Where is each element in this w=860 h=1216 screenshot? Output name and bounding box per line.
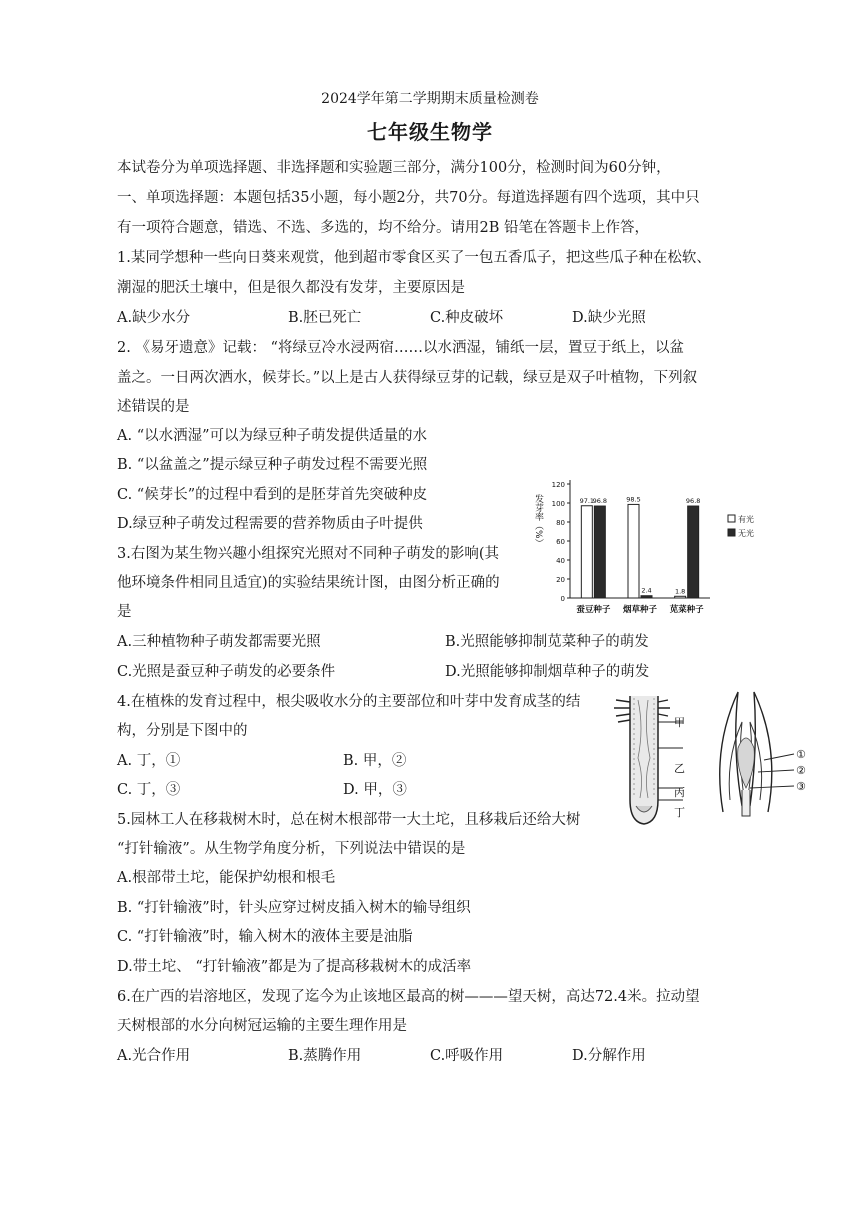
chart-y-tick-label: 0	[560, 595, 565, 603]
chart-y-tick-label: 100	[551, 500, 565, 508]
chart-legend-label: 无光	[738, 529, 754, 538]
chart-legend-swatch	[728, 515, 735, 522]
q4-option-c: C. 丁，③	[117, 782, 181, 798]
q5-stem-line2: “打针输液”。从生物学角度分析，下列说法中错误的是	[117, 841, 466, 857]
chart-y-tick-label: 120	[551, 481, 565, 489]
chart-category-label: 蚕豆种子	[576, 605, 611, 615]
intro-text: 本试卷分为单项选择题、非选择题和实验题三部分，满分100分，检测时间为60分钟，	[117, 160, 671, 176]
q5-option-c: C. “打针输液”时，输入树木的液体主要是油脂	[117, 929, 413, 945]
q6-stem-line1: 6.在广西的岩溶地区，发现了迄今为止该地区最高的树———望天树，高达72.4米。拉动望	[117, 989, 700, 1005]
q2-option-c: C. “候芽长”的过程中看到的是胚芽首先突破种皮	[117, 487, 428, 503]
chart-data-label: 1.8	[674, 587, 686, 596]
q5-stem-line1: 5.园林工人在移栽树木时，总在树木根部带一大土坨，且移栽后还给大树	[117, 812, 581, 828]
section1-instructions-line1: 一、单项选择题：本题包括35小题，每小题2分，共70分。每道选择题有四个选项，其中只	[117, 190, 700, 206]
q4-option-b: B. 甲，②	[343, 753, 407, 769]
chart-legend-swatch	[728, 529, 735, 536]
q4-option-a: A. 丁，①	[117, 753, 181, 769]
chart-y-tick-label: 40	[556, 557, 565, 565]
chart-bar	[675, 596, 686, 598]
q4-option-d: D. 甲，③	[343, 782, 407, 798]
root-tip-drawing	[614, 696, 683, 824]
chart-legend-label: 有光	[738, 515, 754, 524]
section1-instructions-line2: 有一项符合题意，错选、不选、多选的，均不给分。请用2B 铅笔在答题卡上作答，	[117, 220, 649, 236]
chart-y-tick-label: 80	[556, 519, 565, 527]
chart-data-label: 98.5	[626, 495, 641, 504]
q6-option-d: D.分解作用	[572, 1048, 646, 1064]
q6-option-a: A.光合作用	[117, 1048, 191, 1064]
root-tip-and-leaf-bud-diagram	[608, 688, 818, 828]
q3-option-c: C.光照是蚕豆种子萌发的必要条件	[117, 664, 336, 680]
bud-label-3: ③	[796, 780, 806, 793]
germination-bar-chart	[528, 470, 768, 620]
leaf-bud-drawing	[720, 692, 794, 816]
chart-data-label: 96.8	[592, 497, 608, 506]
q2-stem-line1: 2. 《易牙遗意》记载： “将绿豆冷水浸两宿……以水洒湿，铺纸一层，置豆于纸上，以盆	[117, 340, 684, 356]
q5-option-a: A.根部带土坨，能保护幼根和根毛	[117, 870, 336, 886]
exam-title: 七年级生物学	[367, 120, 493, 144]
q3-option-b: B.光照能够抑制苋菜种子的萌发	[445, 634, 649, 650]
q1-option-a: A.缺少水分	[117, 310, 191, 326]
root-label-yi: 乙	[674, 762, 685, 775]
chart-data-label: 2.4	[641, 586, 652, 595]
q4-stem-line2: 构，分别是下图中的	[117, 723, 248, 739]
bud-label-1: ①	[796, 748, 806, 761]
q3-stem-line2: 他环境条件相同且适宜)的实验结果统计图，由图分析正确的	[117, 575, 500, 591]
root-label-jia: 甲	[674, 716, 685, 729]
q1-stem-line2: 潮湿的肥沃土壤中，但是很久都没有发芽，主要原因是	[117, 280, 465, 296]
bud-label-2: ②	[796, 764, 806, 777]
q5-option-b: B. “打针输液”时，针头应穿过树皮插入树木的输导组织	[117, 900, 471, 916]
chart-data-label: 97.1	[579, 496, 595, 505]
q5-option-d: D.带土坨、 “打针输液”都是为了提高移栽树木的成活率	[117, 959, 472, 975]
chart-bar	[581, 506, 592, 598]
chart-bar	[594, 506, 605, 598]
chart-data-label: 96.8	[685, 497, 701, 506]
q1-option-d: D.缺少光照	[572, 310, 646, 326]
q1-stem-line1: 1.某同学想种一些向日葵来观赏，他到超市零食区买了一包五香瓜子，把这些瓜子种在松软、	[117, 250, 711, 266]
q6-option-c: C.呼吸作用	[430, 1048, 504, 1064]
chart-bar	[688, 506, 699, 598]
q3-option-a: A.三种植物种子萌发都需要光照	[117, 634, 321, 650]
q1-option-b: B.胚已死亡	[288, 310, 362, 326]
chart-y-tick-label: 20	[556, 576, 565, 584]
chart-category-label: 苋菜种子	[669, 605, 704, 615]
q6-stem-line2: 天树根部的水分向树冠运输的主要生理作用是	[117, 1018, 407, 1034]
q2-option-b: B. “以盆盖之”提示绿豆种子萌发过程不需要光照	[117, 457, 428, 473]
q6-option-b: B.蒸腾作用	[288, 1048, 362, 1064]
q1-option-c: C.种皮破坏	[430, 310, 504, 326]
chart-bar	[641, 596, 652, 598]
q3-stem-line3: 是	[117, 604, 132, 620]
q3-option-d: D.光照能够抑制烟草种子的萌发	[445, 664, 650, 680]
q2-stem-line2: 盖之。一日两次洒水，候芽长。”以上是古人获得绿豆芽的记载，绿豆是双子叶植物，下列叙	[117, 370, 698, 386]
exam-subtitle: 2024学年第二学期期末质量检测卷	[321, 91, 539, 107]
q3-stem-line1: 3.右图为某生物兴趣小组探究光照对不同种子萌发的影响(其	[117, 546, 499, 562]
q2-option-a: A. “以水洒湿”可以为绿豆种子萌发提供适量的水	[117, 428, 428, 444]
q4-stem-line1: 4.在植株的发育过程中，根尖吸收水分的主要部位和叶芽中发育成茎的结	[117, 694, 581, 710]
chart-y-tick-label: 60	[556, 538, 565, 546]
chart-bar	[628, 504, 639, 598]
chart-category-label: 烟草种子	[622, 605, 658, 615]
root-label-bing: 丙	[674, 786, 685, 799]
chart-y-axis-label: 发芽率（%）	[533, 494, 543, 548]
q2-option-d: D.绿豆种子萌发过程需要的营养物质由子叶提供	[117, 516, 423, 532]
q2-stem-line3: 述错误的是	[117, 399, 190, 415]
root-label-ding: 丁	[674, 806, 685, 819]
